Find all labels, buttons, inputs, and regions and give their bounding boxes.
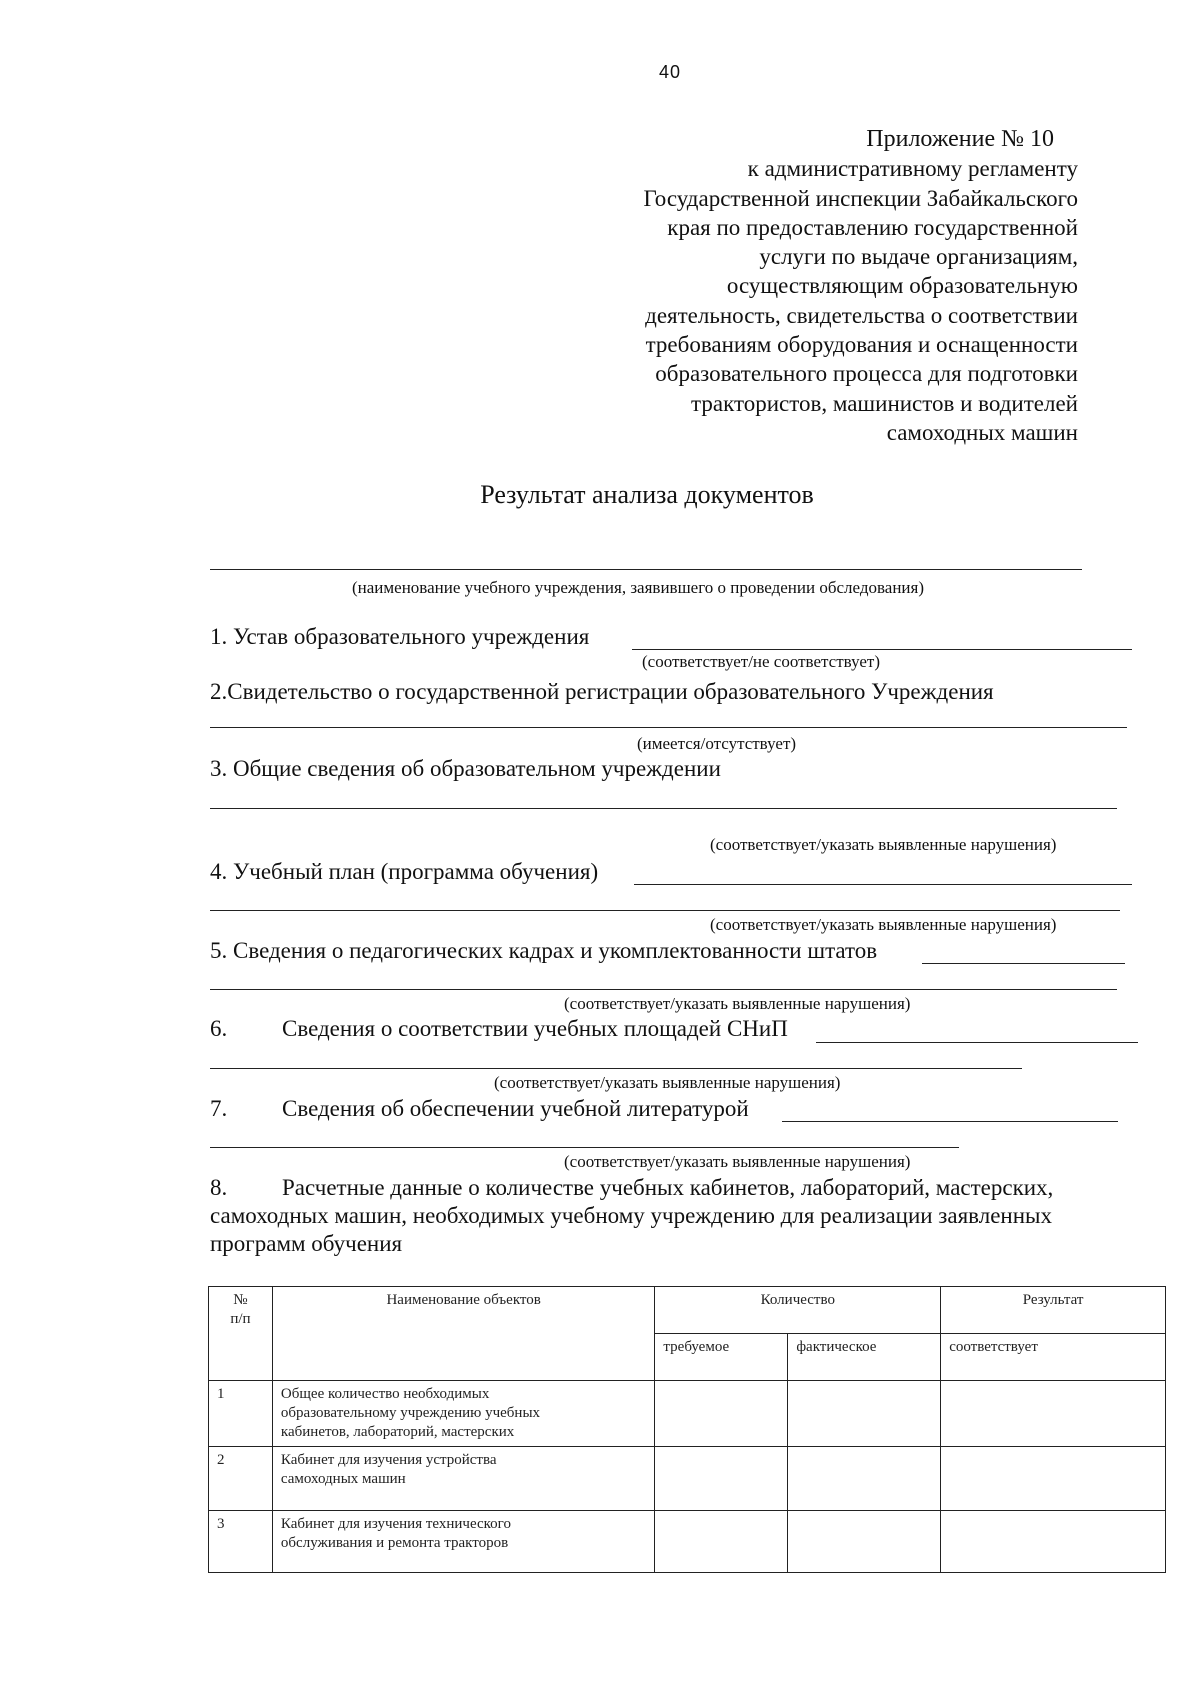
item-literature-label: Сведения об обеспечении учебной литературой (282, 1096, 749, 1121)
row-number: 2 (209, 1447, 273, 1511)
item-staff-field[interactable] (922, 963, 1125, 964)
appendix-title: Приложение № 10 (866, 126, 1054, 152)
appendix-header (643, 125, 1078, 447)
item-literature-number: 7. (210, 1096, 228, 1121)
row-actual-cell[interactable] (788, 1381, 941, 1447)
item-literature-caption: (соответствует/указать выявленные нарушения) (564, 1152, 911, 1171)
institution-name-field[interactable] (210, 569, 1082, 570)
header-object-name: Наименование объектов (272, 1287, 655, 1381)
item-calculation-number: 8. (210, 1175, 228, 1200)
item-calculation-line: программ обучения (210, 1231, 403, 1256)
table-row (209, 1381, 1166, 1447)
document-title: Результат анализа документов (480, 480, 814, 509)
appendix-line: осуществляющим образовательную (726, 273, 1078, 299)
item-charter-field[interactable] (632, 649, 1132, 650)
header-result: Результат (941, 1287, 1166, 1334)
header-quantity: Количество (655, 1287, 941, 1334)
row-object-name-line: Общее количество необходимых (280, 1386, 490, 1402)
item-general-info-caption: (соответствует/указать выявленные нарушения) (710, 835, 1057, 854)
row-result-cell[interactable] (941, 1447, 1166, 1511)
item-registration-caption: (имеется/отсутствует) (637, 734, 797, 753)
page-number: 40 (658, 62, 682, 82)
row-object-name-line: обслуживания и ремонта тракторов (280, 1535, 509, 1551)
item-general-info-field[interactable] (210, 808, 1117, 809)
row-object-name (272, 1381, 655, 1447)
header-matches: соответствует (941, 1334, 1166, 1381)
row-object-name-line: Кабинет для изучения устройства (280, 1452, 497, 1468)
item-staff-caption: (соответствует/указать выявленные нарушения) (564, 994, 911, 1013)
item-curriculum-caption: (соответствует/указать выявленные нарушения) (710, 915, 1057, 934)
row-number: 1 (209, 1381, 273, 1447)
header-number-line: п/п (230, 1311, 251, 1327)
item-calculation-line: Расчетные данные о количестве учебных кабинетов, лабораторий, мастерских, (282, 1175, 1054, 1200)
appendix-line: деятельность, свидетельства о соответствии (645, 302, 1078, 328)
header-actual: фактическое (788, 1334, 941, 1381)
table-row (209, 1511, 1166, 1573)
row-actual-cell[interactable] (788, 1511, 941, 1573)
item-literature-field[interactable] (782, 1121, 1118, 1122)
appendix-line: края по предоставлению государственной (667, 214, 1078, 240)
row-object-name-line: самоходных машин (280, 1471, 406, 1487)
row-required-cell[interactable] (655, 1447, 788, 1511)
row-number: 3 (209, 1511, 273, 1573)
header-required: требуемое (655, 1334, 788, 1381)
table-header-row (209, 1287, 1166, 1334)
item-registration-field[interactable] (210, 727, 1127, 728)
table-row (209, 1447, 1166, 1511)
item-literature-field-line2[interactable] (210, 1147, 959, 1148)
item-staff-field-line2[interactable] (210, 989, 1117, 990)
item-area-field-line2[interactable] (210, 1068, 1022, 1069)
item-area-number: 6. (210, 1016, 228, 1041)
header-number (209, 1287, 273, 1381)
row-result-cell[interactable] (941, 1511, 1166, 1573)
row-object-name-line: Кабинет для изучения технического (280, 1516, 511, 1532)
item-curriculum-field[interactable] (634, 884, 1132, 885)
item-area-label: Сведения о соответствии учебных площадей СНиП (282, 1016, 788, 1041)
row-required-cell[interactable] (655, 1381, 788, 1447)
appendix-line: самоходных машин (886, 419, 1078, 445)
item-charter-label: 1. Устав образовательного учреждения (210, 624, 590, 649)
row-object-name (272, 1447, 655, 1511)
appendix-line: Государственной инспекции Забайкальского (643, 185, 1078, 211)
row-object-name (272, 1511, 655, 1573)
item-curriculum-label: 4. Учебный план (программа обучения) (210, 859, 599, 884)
result-table (208, 1286, 1166, 1573)
row-actual-cell[interactable] (788, 1447, 941, 1511)
item-curriculum-field-line2[interactable] (210, 910, 1120, 911)
appendix-line: услуги по выдаче организациям, (759, 244, 1078, 270)
row-object-name-line: образовательному учреждению учебных (280, 1405, 541, 1421)
item-calculation-line: самоходных машин, необходимых учебному учреждению для реализации заявленных (210, 1203, 1052, 1228)
appendix-line: трактористов, машинистов и водителей (691, 390, 1078, 416)
appendix-line: образовательного процесса для подготовки (655, 361, 1078, 387)
row-result-cell[interactable] (941, 1381, 1166, 1447)
item-area-caption: (соответствует/указать выявленные нарушения) (494, 1073, 841, 1092)
appendix-line: к административному регламенту (747, 156, 1078, 182)
header-number-line: № (233, 1292, 248, 1308)
item-registration-label: 2.Свидетельство о государственной регистрации образовательного Учреждения (210, 679, 994, 704)
row-object-name-line: кабинетов, лабораторий, мастерских (280, 1424, 515, 1440)
appendix-line: требованиям оборудования и оснащенности (645, 332, 1078, 358)
institution-name-caption: (наименование учебного учреждения, заявившего о проведении обследования) (352, 578, 925, 597)
item-area-field[interactable] (816, 1042, 1138, 1043)
row-required-cell[interactable] (655, 1511, 788, 1573)
item-charter-caption: (соответствует/не соответствует) (642, 652, 880, 671)
item-general-info-label: 3. Общие сведения об образовательном учреждении (210, 756, 721, 781)
item-staff-label: 5. Сведения о педагогических кадрах и укомплектованности штатов (210, 938, 878, 963)
